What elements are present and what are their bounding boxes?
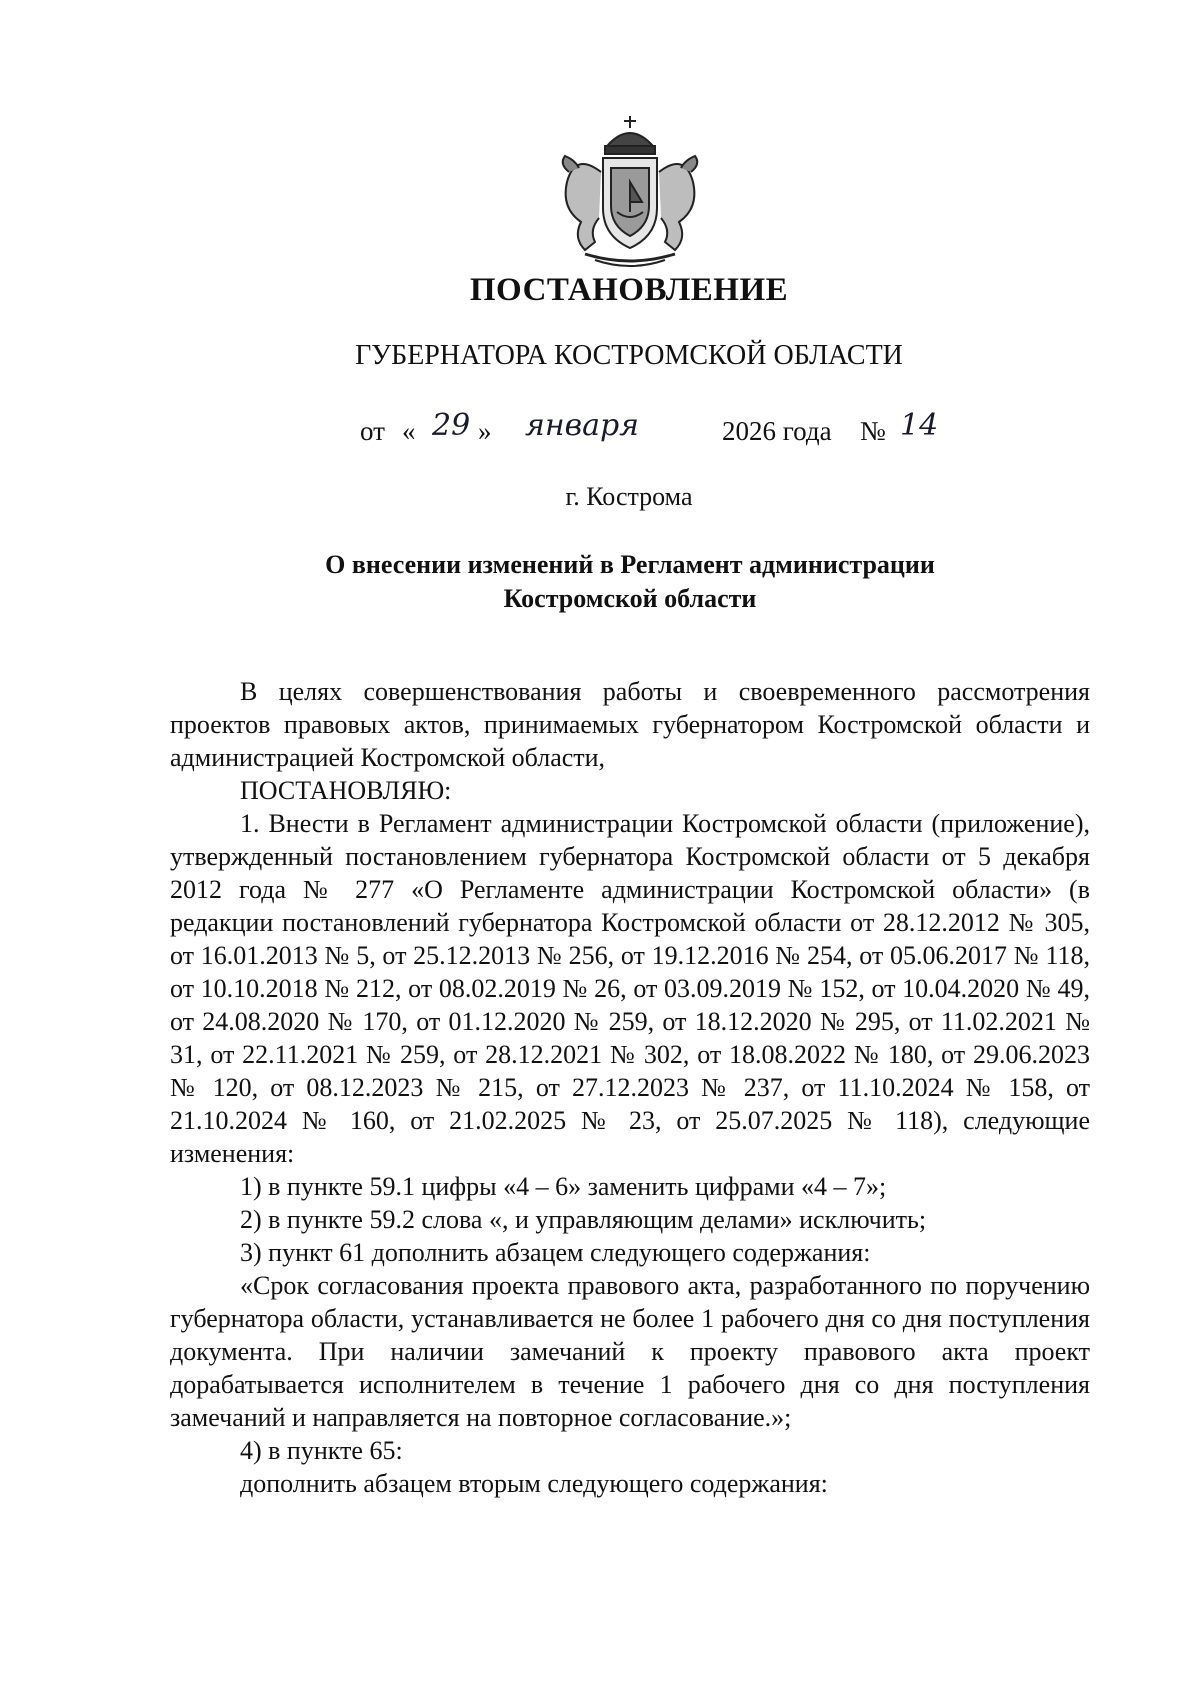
- quote-open: «: [402, 416, 416, 446]
- paragraph-addition: дополнить абзацем вторым следующего содержания:: [240, 1469, 828, 1498]
- quote-close: »: [478, 416, 492, 446]
- date-year: 2026 года: [722, 416, 832, 446]
- paragraph-decree: ПОСТАНОВЛЯЮ:: [240, 776, 452, 805]
- paragraph-subitem-3: 3) пункт 61 дополнить абзацем следующего содержания:: [240, 1238, 871, 1267]
- paragraph-subitem-1: 1) в пункте 59.1 цифры «4 – 6» заменить цифрами «4 – 7»;: [240, 1172, 887, 1201]
- document-title: ПОСТАНОВЛЕНИЕ: [469, 272, 789, 308]
- date-line: [360, 408, 960, 456]
- date-month-handwritten: января: [525, 408, 640, 443]
- number-label: №: [860, 416, 886, 446]
- heading-line-2: Костромской области: [503, 584, 757, 613]
- paragraph-subitem-4: 4) в пункте 65:: [240, 1436, 403, 1465]
- paragraph-item-1: 1. Внести в Регламент администрации Костромской области (приложение), утвержденный постановлением губернатора Костромской области от 5 декабря 2012 года № 277 «О Регламенте администрации Костромской области» (в редакции постановлений губернатора Костромской области от 28.12.2012 № 305, от 16.01.2013 № 5, от 25.12.2013 № 256, от 19.12.2016 № 254, от 05.06.2017 № 118, от 10.10.2018 № 212, от 08.02.2019 № 26, от 03.09.2019 № 152, от 10.04.2020 № 49, от 24.08.2020 № 170, от 01.12.2020 № 259, от 18.12.2020 № 295, от 11.02.2021 № 31, от 22.11.2021 № 259, от 28.12.2021 № 302, от 18.08.2022 № 180, от 29.06.2023 № 120, от 08.12.2023 № 215, от 27.12.2023 № 237, от 11.10.2024 № 158, от 21.10.2024 № 160, от 21.02.2025 № 23, от 25.07.2025 № 118), следующие изменения:: [170, 809, 1090, 1168]
- document-heading: [270, 548, 990, 616]
- coat-of-arms-icon: [545, 112, 715, 272]
- city: г. Кострома: [565, 482, 693, 511]
- heading-line-1: О внесении изменений в Регламент администрации: [325, 550, 935, 579]
- paragraph-subitem-2: 2) в пункте 59.2 слова «, и управляющим делами» исключить;: [240, 1205, 927, 1234]
- paragraph-quote: «Срок согласования проекта правового акта, разработанного по поручению губернатора области, устанавливается не более 1 рабочего дня со дня поступления документа. При наличии замечаний к проекту правового акта проект дорабатывается исполнителем в течение 1 рабочего дня со дня поступления замечаний и направляется на повторное согласование.»;: [170, 1271, 1090, 1432]
- date-prefix: от: [360, 416, 385, 446]
- document-body: [170, 675, 1090, 1500]
- document-number-handwritten: 14: [900, 408, 939, 443]
- date-day-handwritten: 29: [432, 408, 471, 443]
- paragraph-preamble: В целях совершенствования работы и своевременного рассмотрения проектов правовых актов, принимаемых губернатором Костромской области и администрацией Костромской области,: [170, 677, 1090, 772]
- document-subtitle: ГУБЕРНАТОРА КОСТРОМСКОЙ ОБЛАСТИ: [355, 340, 903, 371]
